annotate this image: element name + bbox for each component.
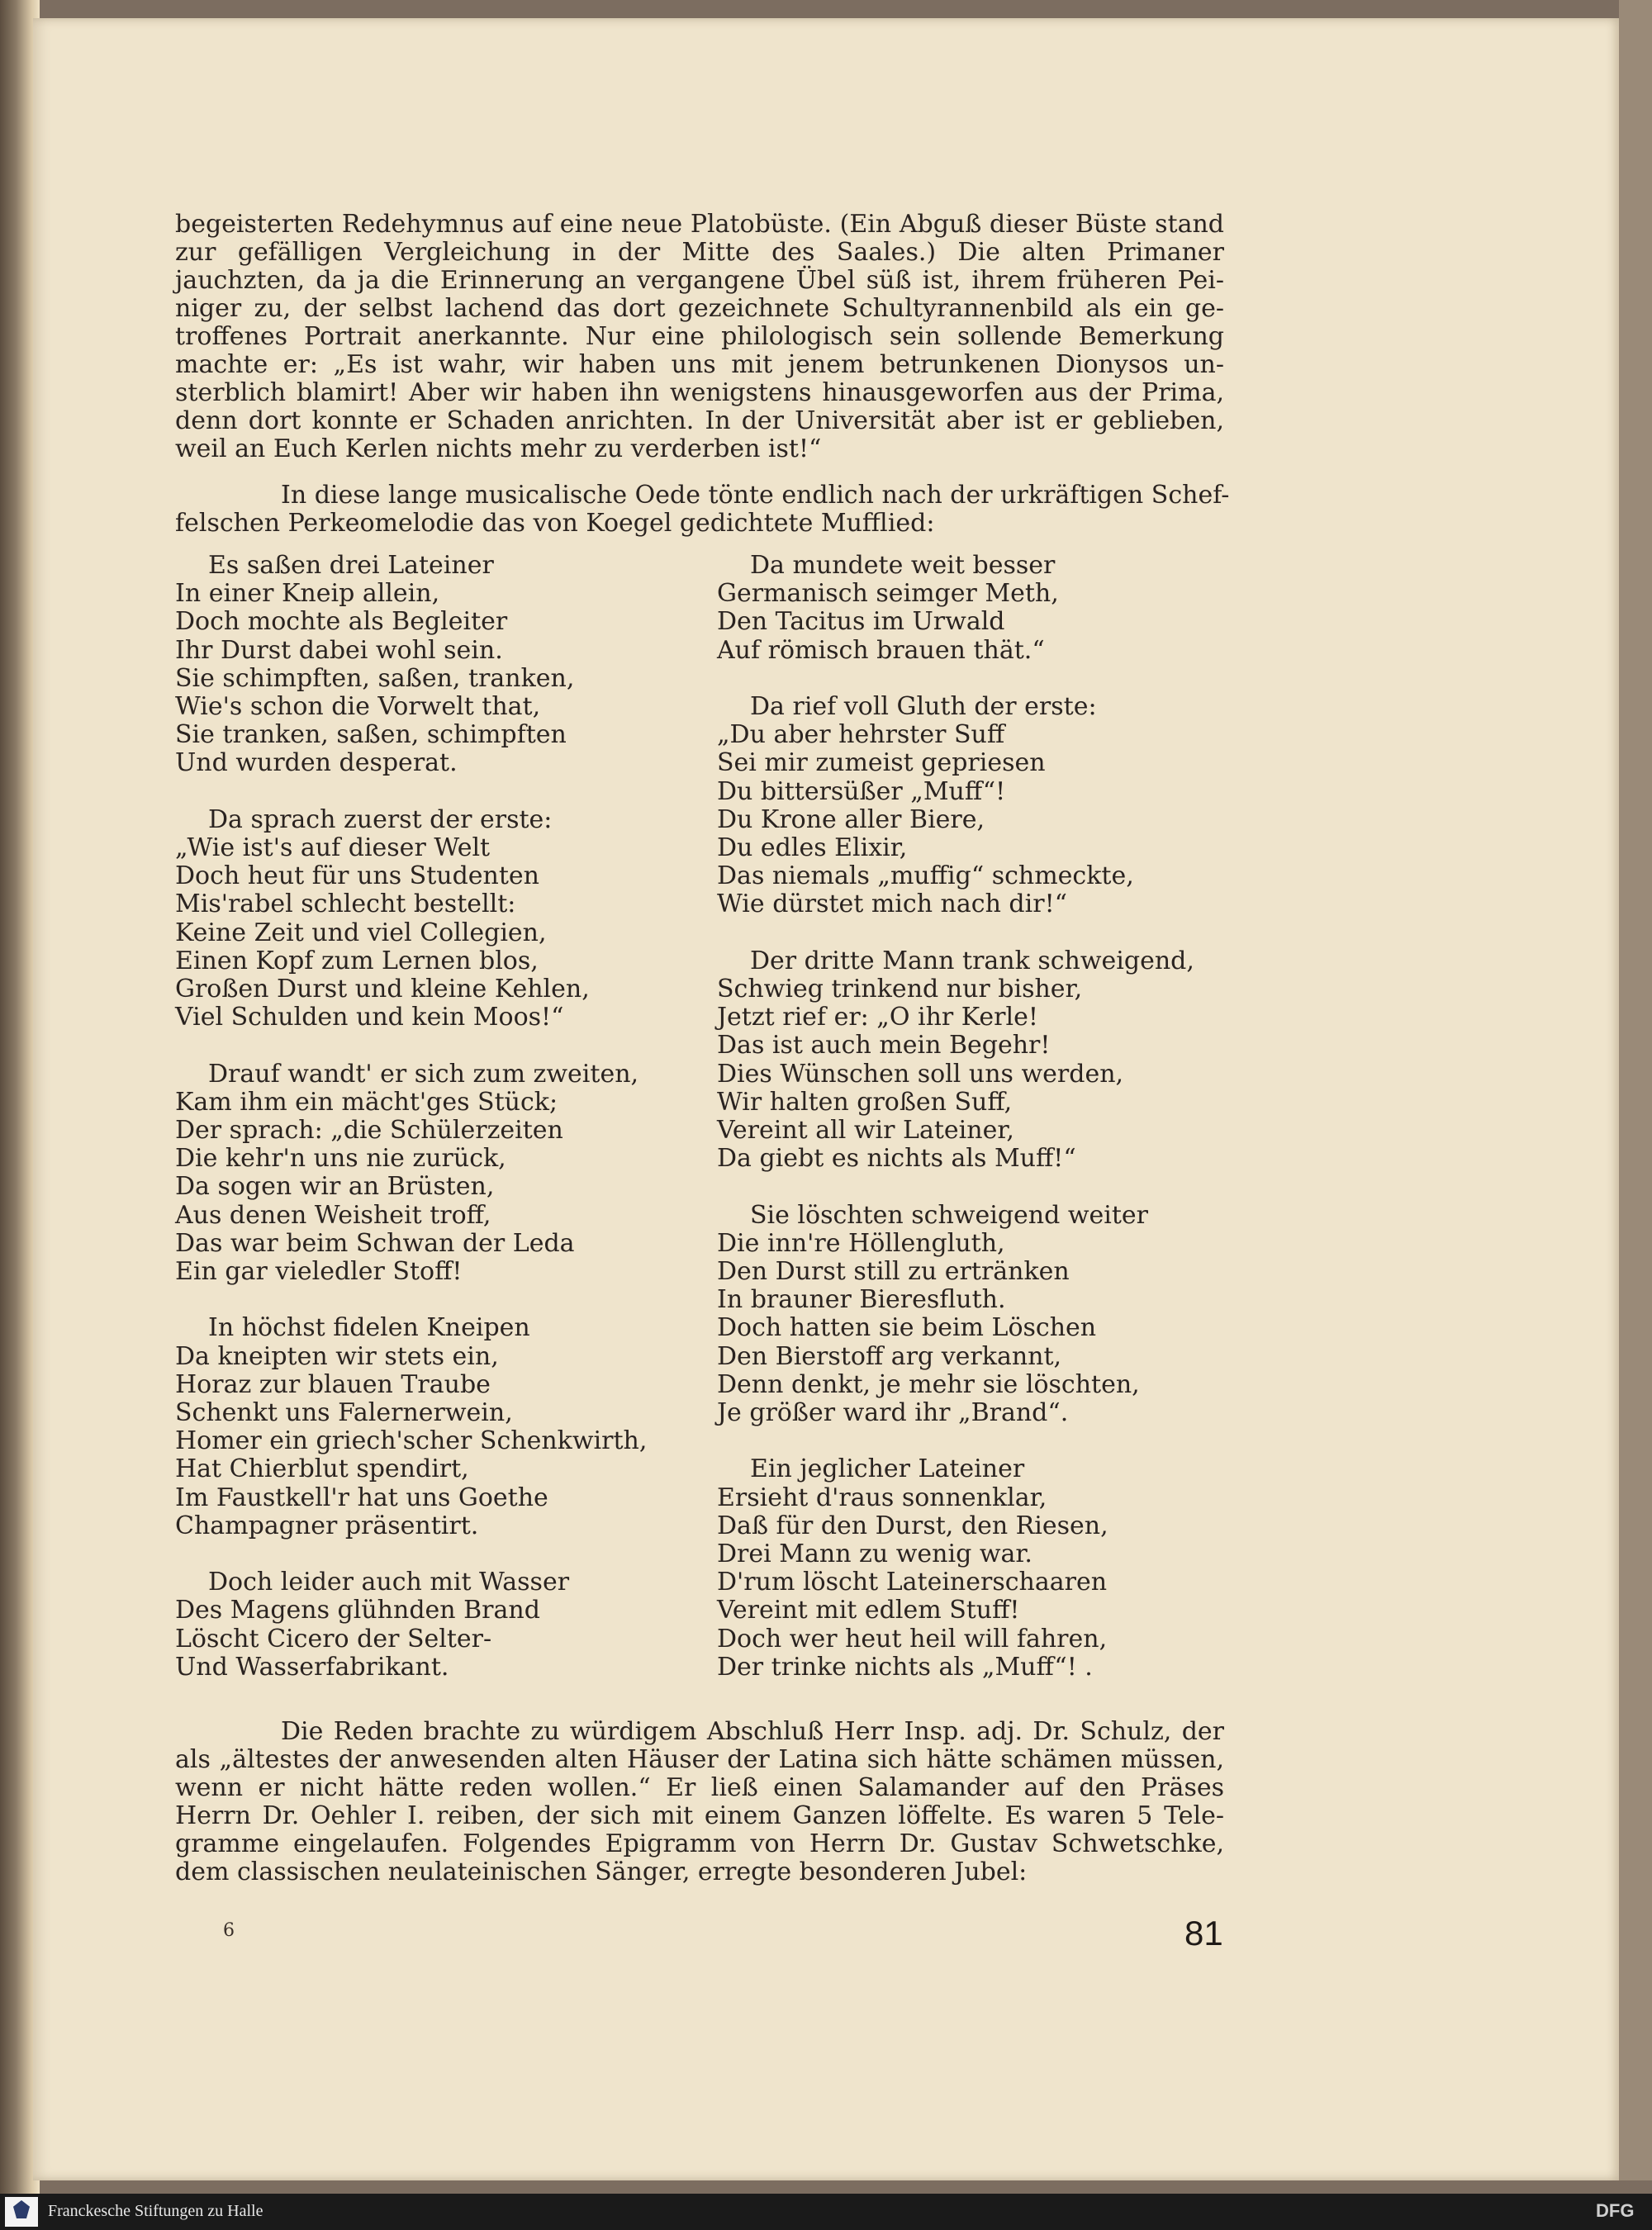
poem-line: Den Tacitus im Urwald — [717, 607, 1005, 637]
poem-line: Der sprach: „die Schülerzeiten — [175, 1116, 563, 1146]
poem-line: Sie schimpften, saßen, tranken, — [175, 663, 575, 693]
poem-line: Es saßen drei Lateiner — [208, 551, 494, 580]
poem-line: Schwieg trinkend nur bisher, — [717, 975, 1083, 1004]
text-line: zur gefälligen Vergleichung in der Mitte des Saales.) Die alten Primaner — [175, 238, 1224, 267]
poem-line: „Wie ist's auf dieser Welt — [175, 833, 491, 863]
poem-line: Und Wasserfabrikant. — [175, 1652, 449, 1682]
poem-stanza — [175, 1314, 687, 1540]
text-line: Herrn Dr. Oehler I. reiben, der sich mit einem Ganzen löffelte. Es waren 5 Tele- — [175, 1801, 1224, 1830]
poem-line: Champagner präsentirt. — [175, 1511, 479, 1540]
poem-line: Du bittersüßer „Muff“! — [717, 776, 1006, 806]
text-line: dem classischen neulateinischen Sänger, erregte besonderen Jubel: — [175, 1858, 1028, 1886]
poem-line: Hat Chierblut spendirt, — [175, 1454, 469, 1484]
institution-name[interactable]: Franckesche Stiftungen zu Halle — [48, 2202, 263, 2220]
poem-line: Je größer ward ihr „Brand“. — [717, 1398, 1069, 1428]
poem-line: Ein jeglicher Lateiner — [750, 1454, 1025, 1484]
poem-line: Den Durst still zu ertränken — [717, 1257, 1070, 1287]
poem-line: Doch heut für uns Studenten — [175, 861, 539, 891]
poem-line: Vereint all wir Lateiner, — [717, 1116, 1014, 1146]
poem-line: D'rum löscht Lateinerschaaren — [717, 1568, 1108, 1597]
poem-line: Da giebt es nichts als Muff!“ — [717, 1144, 1076, 1174]
poem-stanza — [717, 1455, 1229, 1682]
poem-stanza — [717, 552, 1229, 665]
text-line: gramme eingelaufen. Folgendes Epigramm von Herrn Dr. Gustav Schwetschke, — [175, 1829, 1224, 1858]
poem-stanza — [175, 1568, 687, 1682]
poem-line: Die kehr'n uns nie zurück, — [175, 1144, 506, 1174]
poem-line: Der trinke nichts als „Muff“! . — [717, 1652, 1093, 1682]
poem-stanza — [175, 552, 687, 778]
poem-line: Doch leider auch mit Wasser — [208, 1568, 570, 1597]
poem-line: In höchst fidelen Kneipen — [208, 1313, 530, 1343]
text-line: machte er: „Es ist wahr, wir haben uns mit jenem betrunkenen Dionysos un- — [175, 350, 1224, 379]
poem-line: Dies Wünschen soll uns werden, — [717, 1059, 1124, 1089]
text-line: weil an Euch Kerlen nichts mehr zu verderben ist!“ — [175, 434, 822, 463]
poem-line: Wir halten großen Suff, — [717, 1087, 1013, 1117]
poem-stanza — [717, 693, 1229, 919]
text-line: troffenes Portrait anerkannte. Nur eine philologisch sein sollende Bemerkung — [175, 322, 1224, 351]
poem-line: Sei mir zumeist gepriesen — [717, 748, 1046, 778]
poem-line: Schenkt uns Falernerwein, — [175, 1398, 513, 1428]
poem-line: Da sprach zuerst der erste: — [208, 804, 553, 834]
poem-line: Mis'rabel schlecht bestellt: — [175, 890, 516, 919]
poem-line: Aus denen Weisheit troff, — [175, 1200, 491, 1230]
text-line: Die Reden brachte zu würdigem Abschluß Herr Insp. adj. Dr. Schulz, der — [281, 1717, 1224, 1746]
poem-left-column — [175, 552, 687, 1710]
poem-line: Da mundete weit besser — [750, 551, 1056, 580]
poem-line: Jetzt rief er: „O ihr Kerle! — [717, 1003, 1038, 1032]
text-line: niger zu, der selbst lachend das dort gezeichnete Schultyrannenbild als ein ge- — [175, 294, 1224, 323]
poem-line: Wie dürstet mich nach dir!“ — [717, 890, 1067, 919]
poem-line: Sie tranken, saßen, schimpften — [175, 720, 567, 750]
poem-line: Doch hatten sie beim Löschen — [717, 1313, 1097, 1343]
text-line: In diese lange musicalische Oede tönte endlich nach der urkräftigen Schef- — [281, 481, 1230, 510]
poem-line: Wie's schon die Vorwelt that, — [175, 692, 541, 722]
text-line: sterblich blamirt! Aber wir haben ihn wenigstens hinausgeworfen aus der Prima, — [175, 378, 1224, 407]
poem-line: „Du aber hehrster Suff — [717, 720, 1005, 750]
poem-line: Daß für den Durst, den Riesen, — [717, 1511, 1108, 1540]
poem-line: Großen Durst und kleine Kehlen, — [175, 975, 590, 1004]
poem-line: Den Bierstoff arg verkannt, — [717, 1341, 1062, 1371]
paragraph-platobueste — [175, 211, 1224, 463]
poem-line: Da rief voll Gluth der erste: — [750, 692, 1097, 721]
poem-line: Germanisch seimger Meth, — [717, 579, 1059, 609]
text-line: jauchzten, da ja die Erinnerung an vergangene Übel süß ist, ihrem früheren Pei- — [175, 266, 1224, 295]
poem-line: Doch mochte als Begleiter — [175, 607, 508, 637]
dfg-logo[interactable]: DFG — [1596, 2200, 1635, 2221]
poem-line: Einen Kopf zum Lernen blos, — [175, 946, 539, 975]
text-line: felschen Perkeomelodie das von Koegel gedichtete Mufflied: — [175, 509, 935, 538]
poem-stanza — [717, 1202, 1229, 1428]
page-number: 81 — [1184, 1914, 1223, 1952]
poem-line: Das ist auch mein Begehr! — [717, 1031, 1051, 1060]
poem-line: Sie löschten schweigend weiter — [750, 1200, 1149, 1230]
paragraph-closing-speech — [175, 1718, 1224, 1886]
poem-line: Viel Schulden und kein Moos!“ — [175, 1003, 564, 1032]
poem-line: Das niemals „muffig“ schmeckte, — [717, 861, 1134, 891]
poem-line: Drauf wandt' er sich zum zweiten, — [208, 1059, 639, 1089]
poem-line: Keine Zeit und viel Collegien, — [175, 918, 547, 947]
poem-line: Da kneipten wir stets ein, — [175, 1341, 499, 1371]
poem-line: Doch wer heut heil will fahren, — [717, 1624, 1108, 1654]
poem-line: In einer Kneip allein, — [175, 579, 440, 609]
page-right-edge — [1619, 0, 1652, 2180]
poem-stanza — [717, 947, 1229, 1174]
poem-line: Ihr Durst dabei wohl sein. — [175, 635, 503, 665]
poem-line: Da sogen wir an Brüsten, — [175, 1172, 495, 1202]
poem-line: Drei Mann zu wenig war. — [717, 1540, 1032, 1569]
signature-mark: 6 — [223, 1920, 235, 1941]
poem-line: Homer ein griech'scher Schenkwirth, — [175, 1426, 648, 1456]
poem-stanza — [175, 1060, 687, 1287]
poem-line: Ein gar vieledler Stoff! — [175, 1257, 463, 1287]
poem-line: Kam ihm ein mächt'ges Stück; — [175, 1087, 558, 1117]
paragraph-mufflied-intro — [175, 481, 1230, 538]
poem-line: In brauner Bieresfluth. — [717, 1285, 1006, 1315]
poem-stanza — [175, 806, 687, 1032]
poem-line: Des Magens glühnden Brand — [175, 1596, 540, 1625]
poem-line: Vereint mit edlem Stuff! — [717, 1596, 1020, 1625]
text-line: denn dort konnte er Schaden anrichten. In der Universität aber ist er geblieben, — [175, 406, 1224, 435]
poem-line: Im Faustkell'r hat uns Goethe — [175, 1483, 548, 1512]
poem-line: Du edles Elixir, — [717, 833, 908, 863]
poem-line: Auf römisch brauen thät.“ — [717, 635, 1045, 665]
poem-line: Du Krone aller Biere, — [717, 804, 985, 834]
poem-line: Denn denkt, je mehr sie löschten, — [717, 1369, 1140, 1399]
poem-line: Die inn're Höllengluth, — [717, 1228, 1005, 1258]
poem-line: Löscht Cicero der Selter- — [175, 1624, 492, 1654]
poem-line: Das war beim Schwan der Leda — [175, 1228, 575, 1258]
text-line: als „ältestes der anwesenden alten Häuser der Latina sich hätte schämen müssen, — [175, 1745, 1224, 1774]
text-line: wenn er nicht hätte reden wollen.“ Er ließ einen Salamander auf den Präses — [175, 1773, 1224, 1802]
poem-line: Horaz zur blauen Traube — [175, 1369, 491, 1399]
text-line: begeisterten Redehymnus auf eine neue Platobüste. (Ein Abguß dieser Büste stand — [175, 210, 1224, 239]
poem-line: Ersieht d'raus sonnenklar, — [717, 1483, 1047, 1512]
poem-right-column — [717, 552, 1229, 1710]
poem-line: Und wurden desperat. — [175, 748, 458, 778]
poem-line: Der dritte Mann trank schweigend, — [750, 946, 1194, 975]
